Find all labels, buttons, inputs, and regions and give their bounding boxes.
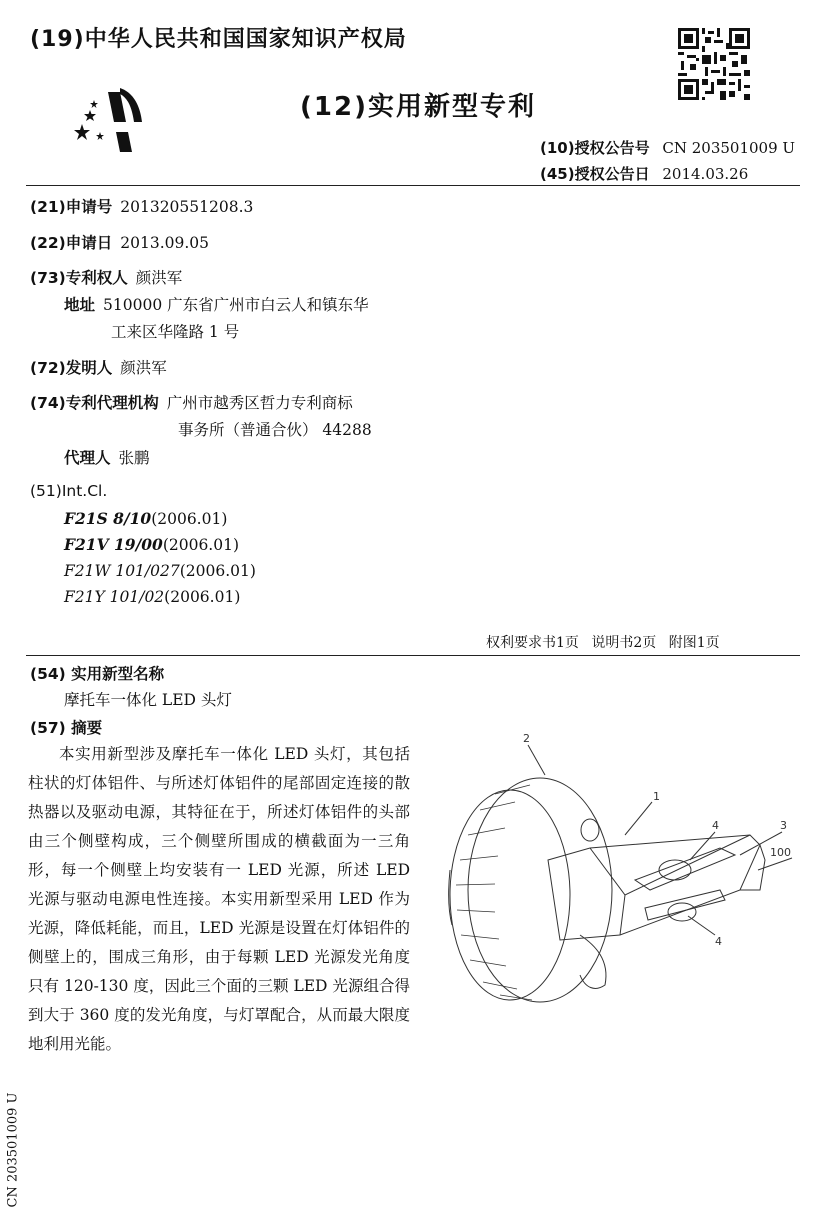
application-date (30, 231, 209, 253)
ipc-class (64, 535, 239, 554)
publication-number-value: CN 203501009 U (662, 139, 796, 157)
ipc-code: F21W 101/027 (64, 562, 180, 580)
address-line-1: 510000 广东省广州市白云人和镇东华 (103, 296, 369, 314)
application-number (30, 195, 253, 217)
application-date-label: (22)申请日 (30, 234, 113, 252)
ipc-code: F21Y 101/02 (64, 588, 165, 606)
publication-date-label: (45)授权公告日 (540, 165, 650, 183)
patent-agency (30, 391, 353, 413)
drawing-label-2: 2 (523, 732, 530, 745)
address-label: 地址 (64, 296, 96, 314)
ipc-class (64, 509, 227, 528)
ipc-class (64, 588, 240, 606)
publication-date-value: 2014.03.26 (662, 165, 749, 183)
ipc-class (64, 562, 256, 580)
ipc-version: (2006.01) (164, 588, 241, 606)
document-type: (12)实用新型专利 (300, 92, 536, 122)
int-cl (30, 482, 115, 500)
application-number-value: 201320551208.3 (120, 198, 254, 216)
page-count-info: 权利要求书1页 说明书2页 附图1页 (486, 635, 720, 651)
cnipa-logo (70, 82, 160, 162)
ipc-version: (2006.01) (151, 510, 228, 528)
patentee (30, 266, 182, 288)
utility-model-title-label: (54) 实用新型名称 (30, 665, 165, 683)
application-number-label: (21)申请号 (30, 198, 113, 216)
drawing-label-4: 4 (712, 819, 719, 832)
inventor-value: 颜洪军 (120, 359, 167, 377)
utility-model-title: 摩托车一体化 LED 头灯 (64, 691, 232, 709)
qr-code-icon (678, 28, 750, 100)
patentee-value: 颜洪军 (135, 269, 183, 287)
inventor-label: (72)发明人 (30, 359, 113, 377)
drawing-label-3: 3 (780, 819, 787, 832)
patent-agency-label: (74)专利代理机构 (30, 394, 159, 412)
abstract-text: 本实用新型涉及摩托车一体化 LED 头灯，其包括柱状的灯体铝件、与所述灯体铝件的尾部固定连接的散热器以及驱动电源，其特征在于，所述灯体铝件的头部由三个侧壁构成，三个侧壁所围成的横截面为一三角形，每一个侧壁上均安装有一 LED 光源，所述 LED 光源与驱动电源电性连接。本实用新型采用 LED 作为光源，降低耗能，而且，LED 光源是设置在灯体铝件的侧壁上的，围成三角形，由于每颗 LED 光源发光角度只有 120-130 度，因此三个面的三颗 LED 光源组合得到大于 360 度的发光角度，与灯罩配合，从而最大限度地利用光能。 (28, 745, 410, 1053)
publication-date (540, 163, 748, 184)
address-line-2: 工来区华隆路 1 号 (111, 323, 240, 341)
patent-agent-value: 张鹏 (118, 449, 150, 467)
side-publication-number: CN 203501009 U (5, 1092, 21, 1208)
application-date-value: 2013.09.05 (120, 234, 209, 252)
drawing-label-4: 4 (715, 935, 722, 948)
abstract-label: (57) 摘要 (30, 719, 103, 737)
patent-agency-line-2: 事务所（普通合伙） 44288 (178, 421, 372, 439)
ipc-code: F21V 19/00 (64, 535, 163, 554)
ipc-version: (2006.01) (162, 536, 240, 554)
ipc-version: (2006.01) (179, 562, 256, 580)
drawing-label-1: 1 (653, 790, 660, 803)
patent-agency-line-1: 广州市越秀区哲力专利商标 (166, 394, 353, 412)
publication-number-label: (10)授权公告号 (540, 139, 650, 157)
patentee-label: (73)专利权人 (30, 269, 128, 287)
patent-agent (64, 446, 150, 468)
section-divider (26, 655, 800, 656)
int-cl-label: (51)Int.Cl. (30, 482, 108, 500)
inventor (30, 356, 167, 378)
patent-agent-label: 代理人 (64, 449, 111, 467)
drawing-label-100: 100 (770, 846, 791, 859)
publication-number (540, 137, 795, 158)
office-name: (19)中华人民共和国国家知识产权局 (30, 27, 407, 52)
ipc-code: F21S 8/10 (64, 509, 152, 528)
header-divider (26, 185, 800, 186)
led-headlamp-drawing (420, 730, 800, 1030)
address (64, 293, 369, 315)
